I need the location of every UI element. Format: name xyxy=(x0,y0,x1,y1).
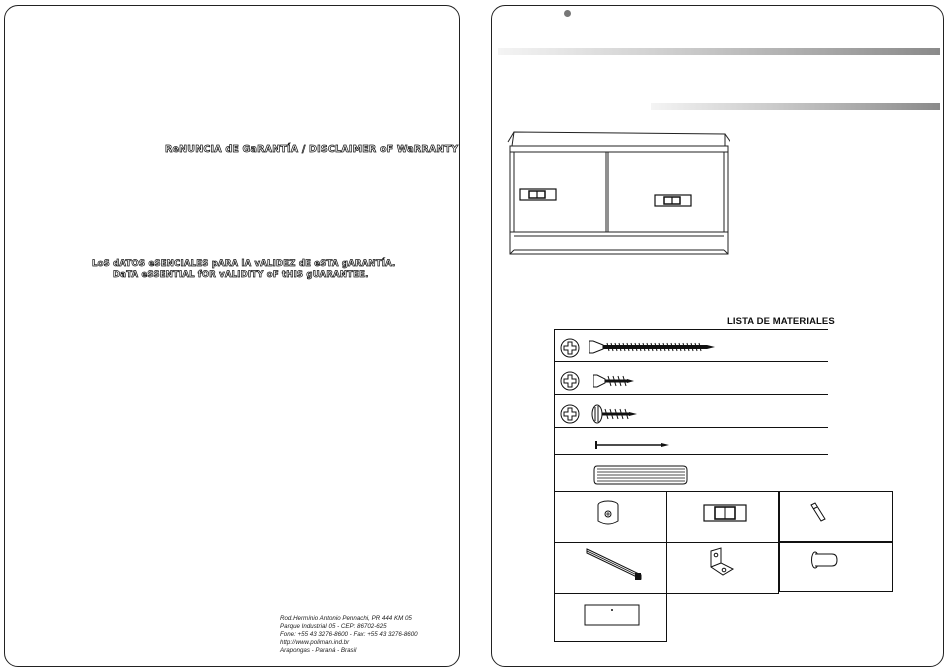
address-line: Parque Industrial 05 - CEP: 86702-625 xyxy=(280,623,387,630)
long-screw-icon xyxy=(589,339,719,355)
phillips-head-icon xyxy=(559,403,581,425)
angle-bracket-icon xyxy=(707,547,735,577)
wood-dowel-icon xyxy=(593,464,689,486)
left-page xyxy=(4,5,460,667)
shelf-pin-icon xyxy=(808,502,828,524)
nail-icon xyxy=(593,440,671,450)
short-screw-icon xyxy=(593,373,637,389)
essential-data-text-en: DaTA eSSENTIAL fOR vALIDITY oF tHIS gUARANTEE. xyxy=(113,270,369,280)
subheader-gradient-bar xyxy=(651,103,940,110)
materials-list-title: LISTA DE MATERIALES xyxy=(727,316,835,327)
cam-lock-icon xyxy=(595,499,621,527)
company-address xyxy=(280,615,418,655)
support-peg-icon xyxy=(810,550,840,572)
right-door-handle-icon xyxy=(655,195,691,206)
material-row xyxy=(555,361,828,395)
address-line: Rod.Hermínio Antonio Pennachi, PR 444 KM 05 xyxy=(280,615,412,622)
disclaimer-title: ReNUNCIA dE GaRANTÍA / DISCLAIMER oF WaRRANTY xyxy=(165,144,459,155)
header-gradient-bar xyxy=(498,48,940,55)
hardware-cell xyxy=(666,542,779,594)
hardware-cell xyxy=(666,491,779,543)
sliding-rail-icon xyxy=(585,547,645,581)
essential-data-text-es: LoS dATOS eSENCIALES pARA lA vALIDEZ dE eSTA gARANTÍA. xyxy=(92,259,396,269)
phillips-head-icon xyxy=(559,337,581,359)
hardware-cell xyxy=(779,491,893,542)
address-line: Arapongas - Paraná - Brasil xyxy=(280,647,357,654)
hardware-cell xyxy=(554,593,667,642)
door-label-icon xyxy=(584,604,640,626)
website-link[interactable]: http://www.poliman.ind.br xyxy=(280,639,350,646)
phillips-head-icon xyxy=(559,370,581,392)
material-row xyxy=(555,329,828,362)
hardware-cell xyxy=(779,542,893,592)
address-line: Fone: +55 43 3276-8600 - Fax: +55 43 3276-8600 xyxy=(280,631,418,638)
handle-icon xyxy=(703,502,747,524)
page-dot-icon xyxy=(564,10,571,17)
material-row xyxy=(555,427,828,455)
hardware-cell xyxy=(554,542,667,594)
cabinet-illustration xyxy=(500,128,730,260)
hardware-cell xyxy=(554,491,667,543)
material-row xyxy=(555,394,828,428)
material-row xyxy=(555,454,828,492)
left-door-handle-icon xyxy=(520,189,556,200)
pan-head-screw-icon xyxy=(591,404,641,424)
